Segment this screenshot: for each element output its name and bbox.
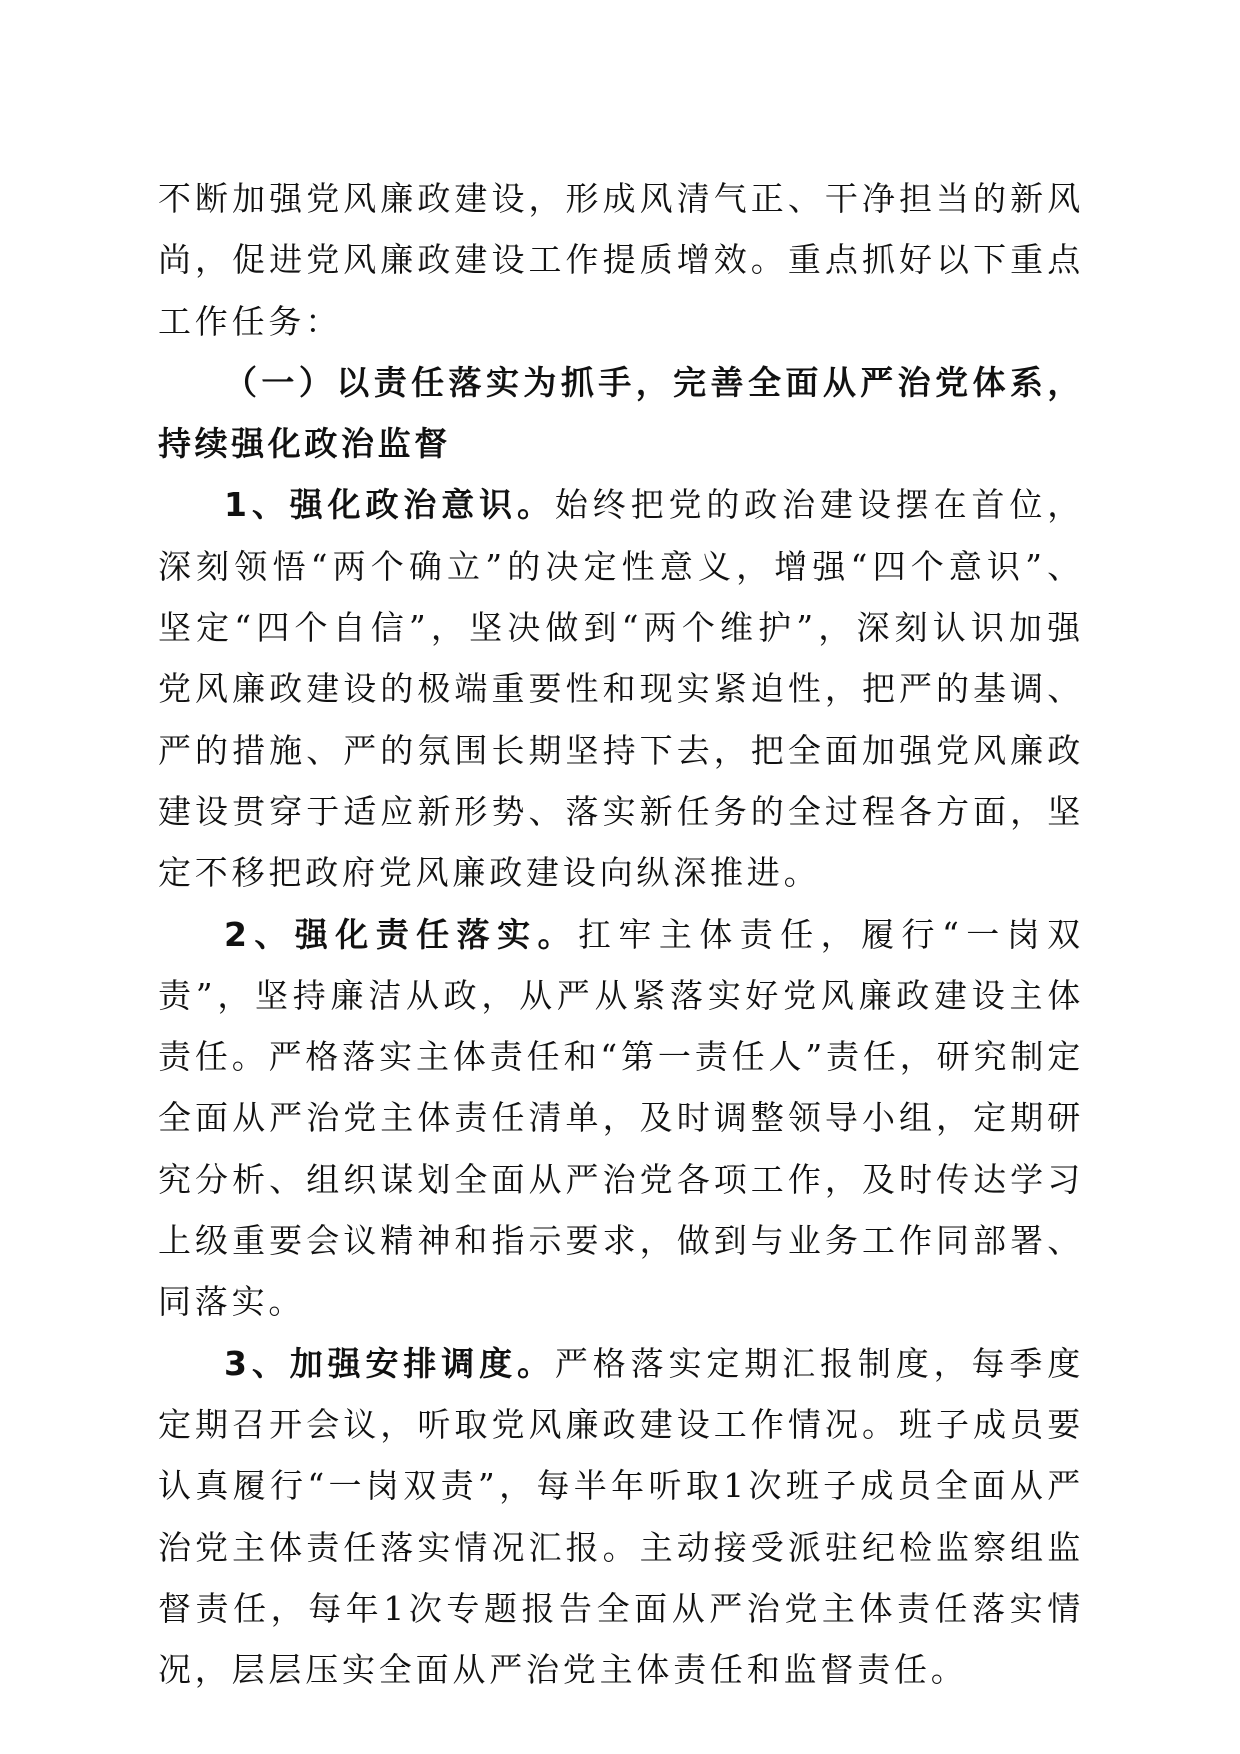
item-lead-2: 2、强化责任落实。 xyxy=(224,914,578,954)
item-paragraph-2 xyxy=(158,904,1084,1333)
section-heading: （一）以责任落实为抓手，完善全面从严治党体系，持续强化政治监督 xyxy=(158,362,1084,464)
item-text-1: 始终把党的政治建设摆在首位，深刻领悟“两个确立”的决定性意义，增强“四个意识”、坚定“四个自信”，坚决做到“两个维护”，深刻认识加强党风廉政建设的极端重要性和现实紧迫性，把严的基调、严的措施、严的氛围长期坚持下去，把全面加强党风廉政建设贯穿于适应新形势、落实新任务的全过程各方面，坚定不移把政府党风廉政建设向纵深推进。 xyxy=(158,485,1084,893)
item-text-2: 扛牢主体责任，履行“一岗双责”，坚持廉洁从政，从严从紧落实好党风廉政建设主体责任。严格落实主体责任和“第一责任人”责任，研究制定全面从严治党主体责任清单，及时调整领导小组，定期研究分析、组织谋划全面从严治党各项工作，及时传达学习上级重要会议精神和指示要求，做到与业务工作同部署、同落实。 xyxy=(158,914,1084,1322)
item-text-3: 严格落实定期汇报制度，每季度定期召开会议，听取党风廉政建设工作情况。班子成员要认真履行“一岗双责”，每半年听取1次班子成员全面从严治党主体责任落实情况汇报。主动接受派驻纪检监察组监督责任，每年1次专题报告全面从严治党主体责任落实情况，层层压实全面从严治党主体责任和监督责任。 xyxy=(158,1343,1084,1690)
intro-paragraph: 不断加强党风廉政建设，形成风清气正、干净担当的新风尚，促进党风廉政建设工作提质增效。重点抓好以下重点工作任务： xyxy=(158,179,1084,341)
document-page xyxy=(158,168,1084,1700)
item-paragraph-3 xyxy=(158,1333,1084,1701)
item-lead-1: 1、强化政治意识。 xyxy=(224,485,555,525)
item-paragraph-1 xyxy=(158,474,1084,903)
item-lead-3: 3、加强安排调度。 xyxy=(224,1343,555,1383)
